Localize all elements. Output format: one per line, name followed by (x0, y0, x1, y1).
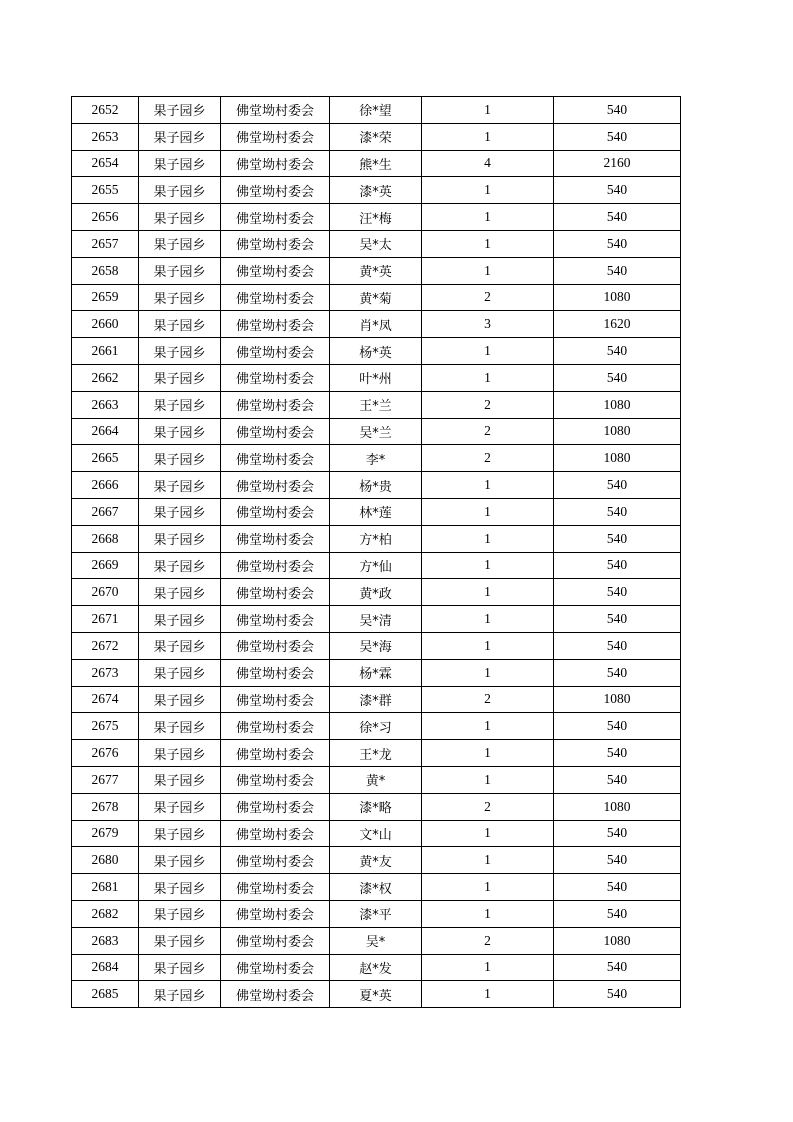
table-row (72, 686, 681, 713)
township-cell: 果子园乡 (139, 793, 221, 820)
row-number-cell: 2681 (72, 874, 139, 901)
name-cell: 漆*略 (330, 793, 422, 820)
row-number-cell: 2662 (72, 364, 139, 391)
count-cell: 1 (422, 204, 554, 231)
amount-cell: 540 (554, 525, 681, 552)
village-committee-cell: 佛堂坳村委会 (221, 123, 330, 150)
amount-cell: 540 (554, 847, 681, 874)
table-row (72, 927, 681, 954)
amount-cell: 1080 (554, 391, 681, 418)
township-cell: 果子园乡 (139, 445, 221, 472)
name-cell: 肖*凤 (330, 311, 422, 338)
table-row (72, 284, 681, 311)
row-number-cell: 2673 (72, 659, 139, 686)
name-cell: 黄*菊 (330, 284, 422, 311)
table-row (72, 311, 681, 338)
village-committee-cell: 佛堂坳村委会 (221, 900, 330, 927)
name-cell: 文*山 (330, 820, 422, 847)
township-cell: 果子园乡 (139, 820, 221, 847)
table-row (72, 900, 681, 927)
count-cell: 2 (422, 445, 554, 472)
township-cell: 果子园乡 (139, 686, 221, 713)
row-number-cell: 2675 (72, 713, 139, 740)
row-number-cell: 2685 (72, 981, 139, 1008)
count-cell: 1 (422, 874, 554, 901)
township-cell: 果子园乡 (139, 525, 221, 552)
count-cell: 2 (422, 284, 554, 311)
table-row (72, 97, 681, 124)
name-cell: 黄*政 (330, 579, 422, 606)
count-cell: 1 (422, 847, 554, 874)
row-number-cell: 2682 (72, 900, 139, 927)
row-number-cell: 2670 (72, 579, 139, 606)
count-cell: 1 (422, 820, 554, 847)
village-committee-cell: 佛堂坳村委会 (221, 766, 330, 793)
village-committee-cell: 佛堂坳村委会 (221, 820, 330, 847)
row-number-cell: 2663 (72, 391, 139, 418)
row-number-cell: 2655 (72, 177, 139, 204)
row-number-cell: 2678 (72, 793, 139, 820)
village-committee-cell: 佛堂坳村委会 (221, 981, 330, 1008)
village-committee-cell: 佛堂坳村委会 (221, 391, 330, 418)
village-committee-cell: 佛堂坳村委会 (221, 954, 330, 981)
township-cell: 果子园乡 (139, 552, 221, 579)
row-number-cell: 2671 (72, 606, 139, 633)
name-cell: 杨*英 (330, 338, 422, 365)
row-number-cell: 2683 (72, 927, 139, 954)
township-cell: 果子园乡 (139, 364, 221, 391)
count-cell: 1 (422, 552, 554, 579)
table-row (72, 632, 681, 659)
amount-cell: 540 (554, 820, 681, 847)
table-row (72, 525, 681, 552)
amount-cell: 1080 (554, 445, 681, 472)
village-committee-cell: 佛堂坳村委会 (221, 445, 330, 472)
count-cell: 2 (422, 391, 554, 418)
count-cell: 1 (422, 525, 554, 552)
row-number-cell: 2668 (72, 525, 139, 552)
count-cell: 2 (422, 793, 554, 820)
township-cell: 果子园乡 (139, 204, 221, 231)
count-cell: 1 (422, 606, 554, 633)
count-cell: 4 (422, 150, 554, 177)
table-row (72, 659, 681, 686)
amount-cell: 540 (554, 498, 681, 525)
table-row (72, 150, 681, 177)
count-cell: 1 (422, 177, 554, 204)
table-row (72, 498, 681, 525)
township-cell: 果子园乡 (139, 150, 221, 177)
township-cell: 果子园乡 (139, 284, 221, 311)
name-cell: 赵*发 (330, 954, 422, 981)
table-row (72, 820, 681, 847)
name-cell: 漆*群 (330, 686, 422, 713)
count-cell: 1 (422, 230, 554, 257)
amount-cell: 540 (554, 230, 681, 257)
table-row (72, 793, 681, 820)
village-committee-cell: 佛堂坳村委会 (221, 632, 330, 659)
name-cell: 王*龙 (330, 740, 422, 767)
village-committee-cell: 佛堂坳村委会 (221, 525, 330, 552)
name-cell: 杨*贵 (330, 472, 422, 499)
township-cell: 果子园乡 (139, 606, 221, 633)
village-committee-cell: 佛堂坳村委会 (221, 97, 330, 124)
name-cell: 黄*英 (330, 257, 422, 284)
row-number-cell: 2660 (72, 311, 139, 338)
table-row (72, 445, 681, 472)
row-number-cell: 2661 (72, 338, 139, 365)
table-row (72, 338, 681, 365)
village-committee-cell: 佛堂坳村委会 (221, 713, 330, 740)
row-number-cell: 2667 (72, 498, 139, 525)
row-number-cell: 2665 (72, 445, 139, 472)
table-row (72, 552, 681, 579)
township-cell: 果子园乡 (139, 659, 221, 686)
table-row (72, 847, 681, 874)
table-row (72, 766, 681, 793)
table-body (72, 97, 681, 1008)
count-cell: 1 (422, 659, 554, 686)
row-number-cell: 2653 (72, 123, 139, 150)
township-cell: 果子园乡 (139, 766, 221, 793)
township-cell: 果子园乡 (139, 177, 221, 204)
township-cell: 果子园乡 (139, 418, 221, 445)
table-row (72, 740, 681, 767)
count-cell: 1 (422, 579, 554, 606)
township-cell: 果子园乡 (139, 311, 221, 338)
row-number-cell: 2659 (72, 284, 139, 311)
name-cell: 漆*荣 (330, 123, 422, 150)
table-row (72, 981, 681, 1008)
amount-cell: 540 (554, 204, 681, 231)
township-cell: 果子园乡 (139, 391, 221, 418)
table-row (72, 364, 681, 391)
village-committee-cell: 佛堂坳村委会 (221, 284, 330, 311)
name-cell: 漆*平 (330, 900, 422, 927)
name-cell: 徐*望 (330, 97, 422, 124)
village-committee-cell: 佛堂坳村委会 (221, 847, 330, 874)
amount-cell: 540 (554, 97, 681, 124)
name-cell: 吴*清 (330, 606, 422, 633)
village-committee-cell: 佛堂坳村委会 (221, 740, 330, 767)
row-number-cell: 2680 (72, 847, 139, 874)
township-cell: 果子园乡 (139, 257, 221, 284)
village-committee-cell: 佛堂坳村委会 (221, 606, 330, 633)
name-cell: 汪*梅 (330, 204, 422, 231)
count-cell: 1 (422, 338, 554, 365)
village-committee-cell: 佛堂坳村委会 (221, 257, 330, 284)
amount-cell: 540 (554, 472, 681, 499)
row-number-cell: 2674 (72, 686, 139, 713)
row-number-cell: 2658 (72, 257, 139, 284)
name-cell: 吴*兰 (330, 418, 422, 445)
count-cell: 3 (422, 311, 554, 338)
count-cell: 1 (422, 900, 554, 927)
row-number-cell: 2666 (72, 472, 139, 499)
row-number-cell: 2664 (72, 418, 139, 445)
data-table (71, 96, 681, 1008)
township-cell: 果子园乡 (139, 632, 221, 659)
village-committee-cell: 佛堂坳村委会 (221, 498, 330, 525)
name-cell: 吴* (330, 927, 422, 954)
amount-cell: 540 (554, 900, 681, 927)
table-row (72, 418, 681, 445)
amount-cell: 540 (554, 874, 681, 901)
name-cell: 漆*权 (330, 874, 422, 901)
township-cell: 果子园乡 (139, 230, 221, 257)
row-number-cell: 2672 (72, 632, 139, 659)
village-committee-cell: 佛堂坳村委会 (221, 793, 330, 820)
amount-cell: 1080 (554, 793, 681, 820)
row-number-cell: 2657 (72, 230, 139, 257)
township-cell: 果子园乡 (139, 981, 221, 1008)
count-cell: 1 (422, 954, 554, 981)
amount-cell: 2160 (554, 150, 681, 177)
village-committee-cell: 佛堂坳村委会 (221, 230, 330, 257)
amount-cell: 1080 (554, 686, 681, 713)
table-row (72, 713, 681, 740)
amount-cell: 1080 (554, 927, 681, 954)
count-cell: 1 (422, 498, 554, 525)
count-cell: 1 (422, 97, 554, 124)
amount-cell: 1080 (554, 418, 681, 445)
amount-cell: 1080 (554, 284, 681, 311)
count-cell: 1 (422, 364, 554, 391)
village-committee-cell: 佛堂坳村委会 (221, 686, 330, 713)
township-cell: 果子园乡 (139, 579, 221, 606)
table-row (72, 472, 681, 499)
township-cell: 果子园乡 (139, 874, 221, 901)
name-cell: 漆*英 (330, 177, 422, 204)
village-committee-cell: 佛堂坳村委会 (221, 927, 330, 954)
amount-cell: 540 (554, 981, 681, 1008)
count-cell: 1 (422, 981, 554, 1008)
amount-cell: 1620 (554, 311, 681, 338)
name-cell: 方*仙 (330, 552, 422, 579)
amount-cell: 540 (554, 713, 681, 740)
amount-cell: 540 (554, 954, 681, 981)
table-row (72, 954, 681, 981)
amount-cell: 540 (554, 257, 681, 284)
village-committee-cell: 佛堂坳村委会 (221, 418, 330, 445)
count-cell: 2 (422, 418, 554, 445)
name-cell: 王*兰 (330, 391, 422, 418)
village-committee-cell: 佛堂坳村委会 (221, 150, 330, 177)
village-committee-cell: 佛堂坳村委会 (221, 659, 330, 686)
table-row (72, 177, 681, 204)
row-number-cell: 2669 (72, 552, 139, 579)
township-cell: 果子园乡 (139, 847, 221, 874)
amount-cell: 540 (554, 766, 681, 793)
village-committee-cell: 佛堂坳村委会 (221, 177, 330, 204)
name-cell: 林*莲 (330, 498, 422, 525)
village-committee-cell: 佛堂坳村委会 (221, 338, 330, 365)
table-row (72, 230, 681, 257)
count-cell: 1 (422, 766, 554, 793)
amount-cell: 540 (554, 632, 681, 659)
row-number-cell: 2656 (72, 204, 139, 231)
village-committee-cell: 佛堂坳村委会 (221, 874, 330, 901)
township-cell: 果子园乡 (139, 472, 221, 499)
amount-cell: 540 (554, 659, 681, 686)
row-number-cell: 2652 (72, 97, 139, 124)
row-number-cell: 2677 (72, 766, 139, 793)
village-committee-cell: 佛堂坳村委会 (221, 311, 330, 338)
name-cell: 方*柏 (330, 525, 422, 552)
count-cell: 1 (422, 472, 554, 499)
village-committee-cell: 佛堂坳村委会 (221, 552, 330, 579)
name-cell: 李* (330, 445, 422, 472)
table-row (72, 579, 681, 606)
count-cell: 1 (422, 740, 554, 767)
amount-cell: 540 (554, 338, 681, 365)
township-cell: 果子园乡 (139, 927, 221, 954)
township-cell: 果子园乡 (139, 713, 221, 740)
row-number-cell: 2676 (72, 740, 139, 767)
name-cell: 徐*习 (330, 713, 422, 740)
township-cell: 果子园乡 (139, 900, 221, 927)
name-cell: 夏*英 (330, 981, 422, 1008)
name-cell: 吴*太 (330, 230, 422, 257)
name-cell: 熊*生 (330, 150, 422, 177)
table-row (72, 123, 681, 150)
township-cell: 果子园乡 (139, 97, 221, 124)
table-row (72, 606, 681, 633)
amount-cell: 540 (554, 552, 681, 579)
township-cell: 果子园乡 (139, 954, 221, 981)
name-cell: 黄* (330, 766, 422, 793)
table-row (72, 391, 681, 418)
township-cell: 果子园乡 (139, 498, 221, 525)
amount-cell: 540 (554, 579, 681, 606)
village-committee-cell: 佛堂坳村委会 (221, 579, 330, 606)
row-number-cell: 2679 (72, 820, 139, 847)
count-cell: 1 (422, 632, 554, 659)
row-number-cell: 2684 (72, 954, 139, 981)
table-row (72, 204, 681, 231)
amount-cell: 540 (554, 364, 681, 391)
count-cell: 1 (422, 123, 554, 150)
village-committee-cell: 佛堂坳村委会 (221, 204, 330, 231)
name-cell: 吴*海 (330, 632, 422, 659)
count-cell: 2 (422, 686, 554, 713)
amount-cell: 540 (554, 177, 681, 204)
name-cell: 叶*州 (330, 364, 422, 391)
amount-cell: 540 (554, 740, 681, 767)
table-row (72, 257, 681, 284)
village-committee-cell: 佛堂坳村委会 (221, 472, 330, 499)
table-row (72, 874, 681, 901)
name-cell: 黄*友 (330, 847, 422, 874)
township-cell: 果子园乡 (139, 123, 221, 150)
row-number-cell: 2654 (72, 150, 139, 177)
count-cell: 1 (422, 257, 554, 284)
township-cell: 果子园乡 (139, 338, 221, 365)
village-committee-cell: 佛堂坳村委会 (221, 364, 330, 391)
count-cell: 2 (422, 927, 554, 954)
count-cell: 1 (422, 713, 554, 740)
name-cell: 杨*霖 (330, 659, 422, 686)
amount-cell: 540 (554, 606, 681, 633)
township-cell: 果子园乡 (139, 740, 221, 767)
amount-cell: 540 (554, 123, 681, 150)
